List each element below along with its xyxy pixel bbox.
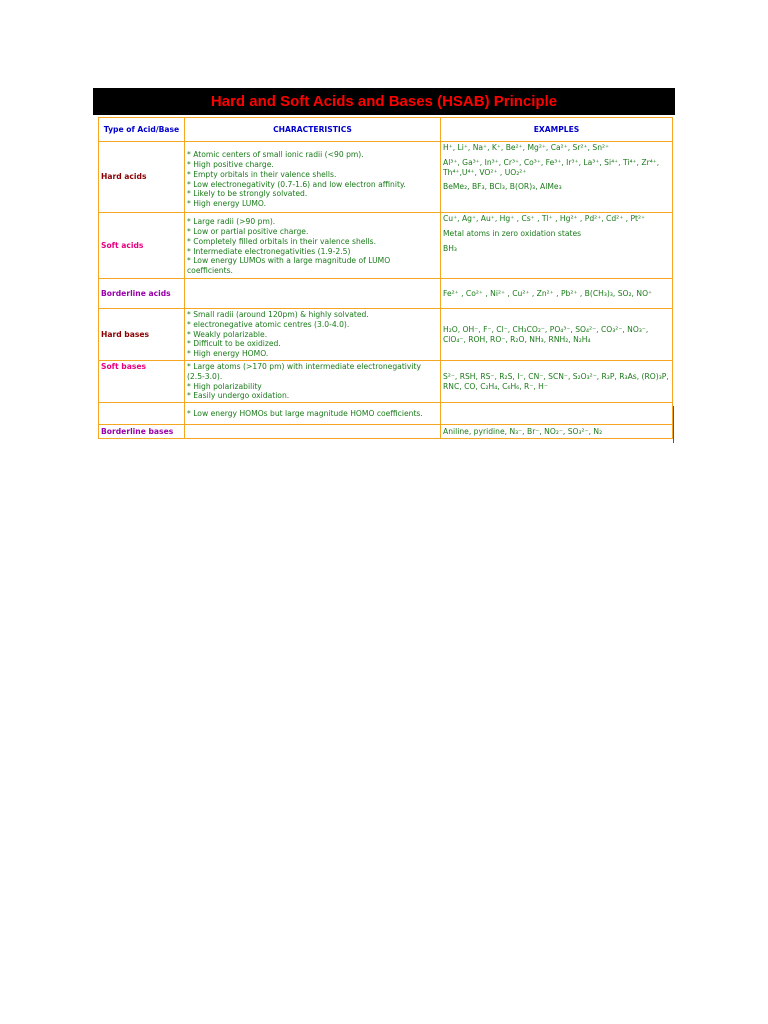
row-soft-bases-extra (99, 403, 673, 425)
chars-borderline-bases (185, 425, 441, 439)
hsab-table (98, 117, 673, 439)
type-borderline-bases: Borderline bases (99, 425, 185, 439)
char-line: * High polarizability (187, 381, 262, 391)
page-title: Hard and Soft Acids and Bases (HSAB) Principle (210, 93, 558, 110)
examples-hard-acids (441, 142, 673, 213)
example-line: Cu⁺, Ag⁺, Au⁺, Hg⁺ , Cs⁺ , Tl⁺ , Hg²⁺ , Pd²⁺, Cd²⁺ , Pt²⁺ (443, 214, 646, 223)
char-line: * Intermediate electronegativities (1.9-2.5) (187, 246, 351, 256)
vertical-rule (673, 406, 674, 443)
char-line: * electronegative atomic centres (3.0-4.0). (187, 319, 350, 329)
char-line: * High energy HOMO. (187, 349, 269, 359)
char-line: * Easily undergo oxidation. (187, 391, 290, 401)
char-line: * High energy LUMO. (187, 199, 266, 209)
char-line: * Low energy LUMOs with a large magnitude of LUMO coefficients. (187, 256, 391, 276)
example-line: BH₃ (443, 243, 457, 253)
char-line: * Low energy HOMOs but large magnitude HOMO coefficients. (187, 408, 423, 418)
example-line: S²⁻, RSH, RS⁻, R₂S, I⁻, CN⁻, SCN⁻, S₂O₃²⁻, R₃P, R₃As, (RO)₃P, RNC, CO, C₂H₄, C₆H₆, R⁻, H⁻ (443, 371, 669, 391)
char-line: * Low electronegativity (0.7-1.6) and low electron affinity. (187, 179, 406, 189)
example-line: H₂O, OH⁻, F⁻, Cl⁻, CH₃CO₂⁻, PO₄³⁻, SO₄²⁻, CO₃²⁻, NO₃⁻, ClO₄⁻, ROH, RO⁻, R₂O, NH₃, RNH₂, N₂H₄ (443, 324, 649, 344)
chars-soft-acids (185, 213, 441, 279)
row-borderline-bases (99, 425, 673, 439)
examples-soft-acids (441, 213, 673, 279)
examples-borderline-bases (441, 425, 673, 439)
chars-hard-acids (185, 142, 441, 213)
char-line: * Completely filled orbitals in their valence shells. (187, 236, 377, 246)
examples-empty (441, 403, 673, 425)
type-empty (99, 403, 185, 425)
type-borderline-acids: Borderline acids (99, 279, 185, 309)
header-characteristics: CHARACTERISTICS (185, 118, 441, 142)
char-line: * Empty orbitals in their valence shells. (187, 169, 337, 179)
chars-soft-bases (185, 361, 441, 403)
row-borderline-acids (99, 279, 673, 309)
type-hard-bases: Hard bases (99, 309, 185, 361)
title-bar (93, 88, 675, 115)
char-line: * High positive charge. (187, 159, 274, 169)
char-line: * Large atoms (>170 pm) with intermediate electronegativity (2.5-3.0). (187, 362, 421, 381)
type-soft-acids: Soft acids (99, 213, 185, 279)
row-soft-bases (99, 361, 673, 403)
examples-hard-bases (441, 309, 673, 361)
chars-soft-bases-extra (185, 403, 441, 425)
header-row (99, 118, 673, 142)
examples-borderline-acids (441, 279, 673, 309)
chars-hard-bases (185, 309, 441, 361)
chars-borderline-acids (185, 279, 441, 309)
row-soft-acids (99, 213, 673, 279)
char-line: * Large radii (>90 pm). (187, 217, 276, 227)
char-line: * Small radii (around 120pm) & highly solvated. (187, 310, 369, 319)
char-line: * Weakly polarizable. (187, 329, 268, 339)
example-line: BeMe₂, BF₃, BCl₃, B(OR)₃, AlMe₃ (443, 182, 562, 192)
example-line: Aniline, pyridine, N₃⁻, Br⁻, NO₂⁻, SO₃²⁻, N₂ (443, 426, 603, 436)
row-hard-acids (99, 142, 673, 213)
type-soft-bases: Soft bases (99, 361, 185, 403)
header-examples: EXAMPLES (441, 118, 673, 142)
example-line: H⁺, Li⁺, Na⁺, K⁺, Be²⁺, Mg²⁺, Ca²⁺, Sr²⁺, Sn²⁺ (443, 143, 610, 152)
char-line: * Low or partial positive charge. (187, 226, 309, 236)
char-line: * Difficult to be oxidized. (187, 339, 281, 349)
row-hard-bases (99, 309, 673, 361)
example-line: Fe²⁺ , Co²⁺ , Ni²⁺ , Cu²⁺ , Zn²⁺ , Pb²⁺ , B(CH₃)₃, SO₂, NO⁺ (443, 288, 653, 298)
examples-soft-bases (441, 361, 673, 403)
char-line: * Likely to be strongly solvated. (187, 189, 308, 199)
header-type: Type of Acid/Base (99, 118, 185, 142)
example-line: Al³⁺, Ga³⁺, In³⁺, Cr³⁺, Co³⁺, Fe³⁺, Ir³⁺, La³⁺, Si⁴⁺, Ti⁴⁺, Zr⁴⁺, Th⁴⁺,U⁴⁺, VO²⁺ , UO₂²⁺ (443, 157, 660, 177)
type-hard-acids: Hard acids (99, 142, 185, 213)
char-line: * Atomic centers of small ionic radii (<90 pm). (187, 150, 364, 160)
example-line: Metal atoms in zero oxidation states (443, 228, 582, 238)
